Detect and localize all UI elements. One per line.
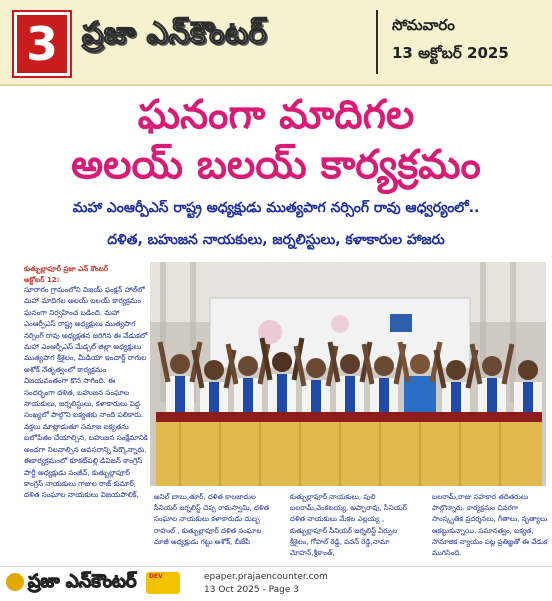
event-photo-illustration (150, 262, 546, 486)
masthead-title: ప్రజా ఎన్‌కౌంటర్ (82, 16, 267, 51)
footer-badge-label: DEV (149, 573, 163, 580)
article-column-3: బలరామ్,రాజు సహకార తదితరులు పాల్గొన్నారు. కార్యక్రమం చివరగా సాంస్కృతిక ప్రదర్శనలు, గీతాలు, నృత్యాలు ఆకట్టుకున్నాయి. సమానత్వం, ఐక్యత, సామాజిక న్యాయం పట్ల ప్రతిజ్ఞతో ఈ వేడుక ముగిసింది. (432, 493, 548, 558)
event-photo (150, 262, 546, 486)
newspaper-header (0, 0, 552, 86)
article-column-2: కుత్బుల్లాపూర్ నాయకులు, పులి బలరామ్,వెంకటయ్య, అప్పారావు, సీనియర్ దళిత నాయకులు మేకల ఎల్లయ్య , కుత్బుల్లాపూర్ సీనియర్ జర్నలిస్ట్ ఏర్పుల శ్రీశైలం, గోపాల్ రెడ్డి, పవన్ రెడ్డి,నామా మోహన్,శ్రీకాంత్, (290, 493, 407, 558)
header-date: 13 అక్టోబర్ 2025 (392, 44, 509, 62)
article-dateline (24, 264, 148, 286)
footer-epaper-link[interactable]: epaper.prajaencounter.com (204, 572, 328, 582)
headline-line-1: ఘనంగా మాదిగల (137, 92, 415, 138)
header-divider (376, 10, 378, 74)
subheading-1: మహా ఎంఆర్పీఎస్ రాష్ట్ర అధ్యక్షుడు ముత్యపాగ నర్సింగ్ రావు ఆధ్వర్యంలో.. (72, 200, 480, 216)
footer-page-info: 13 Oct 2025 - Page 3 (204, 585, 299, 595)
epaper-footer (0, 566, 552, 601)
headline-line-2: అలయ్ బలయ్ కార్యక్రమం (71, 142, 481, 188)
header-day: సోమవారం (392, 16, 455, 34)
page-number-badge: 3 (14, 12, 70, 76)
footer-masthead: ప్రజా ఎన్‌కౌంటర్ (28, 571, 137, 592)
article-body-left-column: సూరారం గ్రామంలోని విజయ్ ఫంక్షన్ హాల్‌లో మహా మాదిగల అలయ్ బలయ్ కార్యక్రమం ఘనంగా నిర్వహించ బడింది. మహా ఎంఆర్పీఎస్ రాష్ట్ర అధ్యక్షులు ముత్యపాగ నర్సింగ్ రావు అధ్యక్షతన జరిగిన ఈ వేడుకలో మహా ఎంఆర్పీఎస్ మేడ్చల్ జిల్లా అధ్యక్షులు ముత్యపాగ శ్రీశైలం, మీడియా ఇంచార్జ్ రాగుల అశోక్ నేతృత్వంలో కార్యక్రమం విజయవంతంగా కొన సాగింది. ఈ సందర్భంగా దళిత, బహుజన సంఘాల నాయకులు, జర్నలిస్టులు, కళాకారులు పెద్ద సంఖ్యలో పాల్గొని ఐక్యతకు నాంది పలికారు. వక్తలు మాట్లాడుతూ సమాజ ఐక్యతను బలోపేతం చేయాల్సిన, బహుజన సంక్షేమానికి అండగా నిలవాల్సిన అవసరాన్ని పేర్కొన్నారు. ఈకార్యక్రమంలో కూకట్‌పల్లి డివిజన్ కాంగ్రెస్ పార్టీ అధ్యక్షుడు సంజీవ్, కుత్బుల్లాపూర్ కాంగ్రెస్ నాయకులు గాజుల రాజ్ కుమార్, దళిత సంఘాల నాయకులు విజయపాలిక్, (24, 285, 148, 500)
subheading-2: దళిత, బహుజన నాయకులు, జర్నలిస్టులు, కళాకారుల హాజరు (107, 232, 445, 248)
article-column-1: అనిల్ బాబు,తూర్, దళిత కాలజాదుల సీనియర్ జర్నలిస్ట్ చెప్ప రామస్వామి, దళిత సంఘాల నాయకులు కళాకారుడు దుబ్బ రాహుల్ , కుత్బుల్లాపూర్ దళిత సంఘాల మాజీ అధ్యక్షుడు గట్టు అశోక్, బీజేపీ (154, 493, 270, 546)
dateline-date: అక్టోబర్ 12: (24, 276, 60, 284)
footer-app-badge[interactable] (146, 572, 180, 594)
footer-logo-icon (6, 573, 24, 591)
dateline-location: కుత్బుల్లాపూర్ ప్రజా ఎన్ కౌంటర్ (24, 265, 109, 273)
